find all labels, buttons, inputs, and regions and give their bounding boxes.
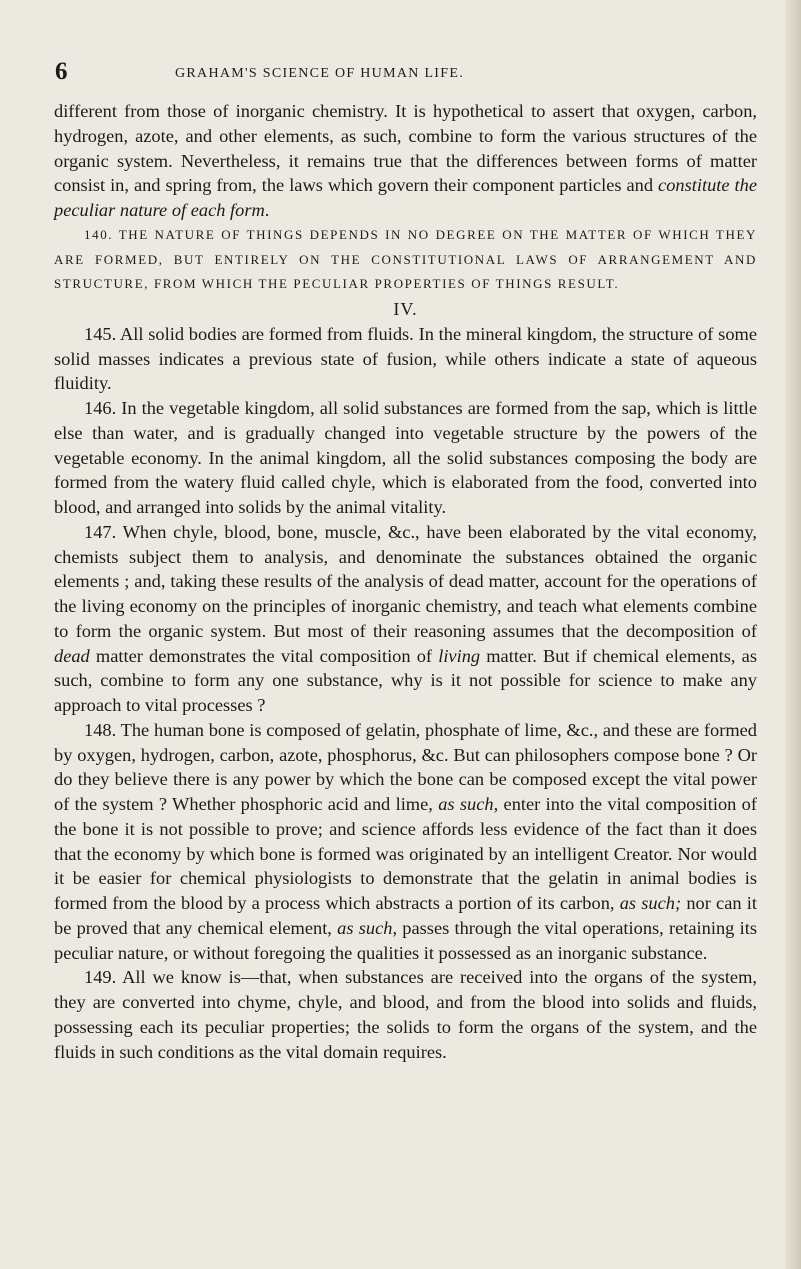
section-heading: IV. — [393, 299, 418, 319]
text-run: matter demonstrates the vital composition of — [89, 645, 439, 666]
text-run: . — [264, 200, 270, 220]
emphasis: constitute the peculiar nature of each form — [54, 175, 757, 220]
page-body — [54, 99, 757, 1064]
text-run: nor can it be proved that any chemical element, — [54, 893, 757, 938]
paragraph-145: 145. All solid bodies are formed from fluids. In the mineral kingdom, the structure of some solid masses indicates a previous state of fusion, while others indicate a state of aqueous fluidity. — [54, 323, 757, 394]
paragraph-147 — [54, 520, 757, 718]
emphasis: dead — [54, 645, 90, 666]
paragraph-149: 149. All we know is—that, when substances are received into the organs of the system, they are converted into chyme, chyle, and blood, and from the blood into solids and fluids, possessing each its peculiar properties; the solids to form the organs of the system, and the fluids in such conditions as the vital domain requires. — [54, 967, 757, 1062]
text-run: 147. When chyle, blood, bone, muscle, &c., have been elaborated by the vital economy, chemists subject them to analysis, and denominate the substances obtained the organic elements ; and, taking these results of the analysis of dead matter, account for the operations of the living economy on the principles of inorganic chemistry, and teach what elements combine to form the organic system. But most of their reasoning assumes that the decomposition of — [54, 521, 757, 641]
emphasis: as such — [337, 917, 393, 938]
emphasis: living — [438, 645, 481, 666]
paragraph-continued — [54, 99, 757, 223]
emphasis: as such; — [619, 893, 682, 913]
text-run: different from those of inorganic chemistry. It is hypothetical to assert that oxygen, carbon, hydrogen, azote, and other elements, as such, combine to form the various structures of the organic system. Nevertheless, it remains true that the differences between forms of matter consist in, and spring from, the laws which govern their component particles and — [54, 101, 757, 196]
paragraph-140: 140. THE NATURE OF THINGS DEPENDS IN NO DEGREE ON THE MATTER OF WHICH THEY ARE FORMED, BUT ENTIRELY ON THE CONSTITUTIONAL LAWS OF ARRANGEMENT AND STRUCTURE, FROM WHICH THE PECULIAR PROPERTIES OF THINGS RESULT. — [54, 226, 757, 292]
page-edge — [785, 0, 801, 1269]
paragraph-146: 146. In the vegetable kingdom, all solid substances are formed from the sap, which is little else than water, and is gradually changed into vegetable structure by the powers of the vegetable economy. In the animal kingdom, all the solid substances composing the body are formed from the watery fluid called chyle, which is elaborated from the food, converted into blood, and arranged into solids by the animal vitality. — [54, 398, 757, 517]
page-number: 6 — [55, 58, 68, 85]
text-run: matter. But if chemical elements, as such, combine to form any one substance, why is it not possible for science to make any approach to vital processes ? — [54, 645, 757, 715]
text-run: 148. The human bone is composed of gelatin, phosphate of lime, &c., and these are formed by oxygen, hydrogen, carbon, azote, phosphorus, &c. But can philosophers compose bone ? Or do they believe there is any power by which the bone can be composed except the vital power of the system ? Whether phosphoric acid and lime, — [54, 719, 757, 814]
running-title: GRAHAM'S SCIENCE OF HUMAN LIFE. — [175, 66, 465, 81]
text-run: , enter into the vital composition of the bone it is not possible to prove; and science affords less evidence of the fact than it does that the economy by which bone is formed was originated by an intelligent Creator. Nor would it be easier for chemical physiologists to demonstrate that the gelatin in animal bodies is formed from the blood by a process which abstracts a portion of its carbon, — [54, 794, 757, 913]
text-run: , passes through the vital operations, retaining its peculiar nature, or without foregoing the qualities it possessed as an inorganic substance. — [54, 917, 757, 963]
emphasis: as such — [438, 794, 494, 814]
page-header — [0, 58, 801, 88]
paragraph-148 — [54, 718, 757, 966]
